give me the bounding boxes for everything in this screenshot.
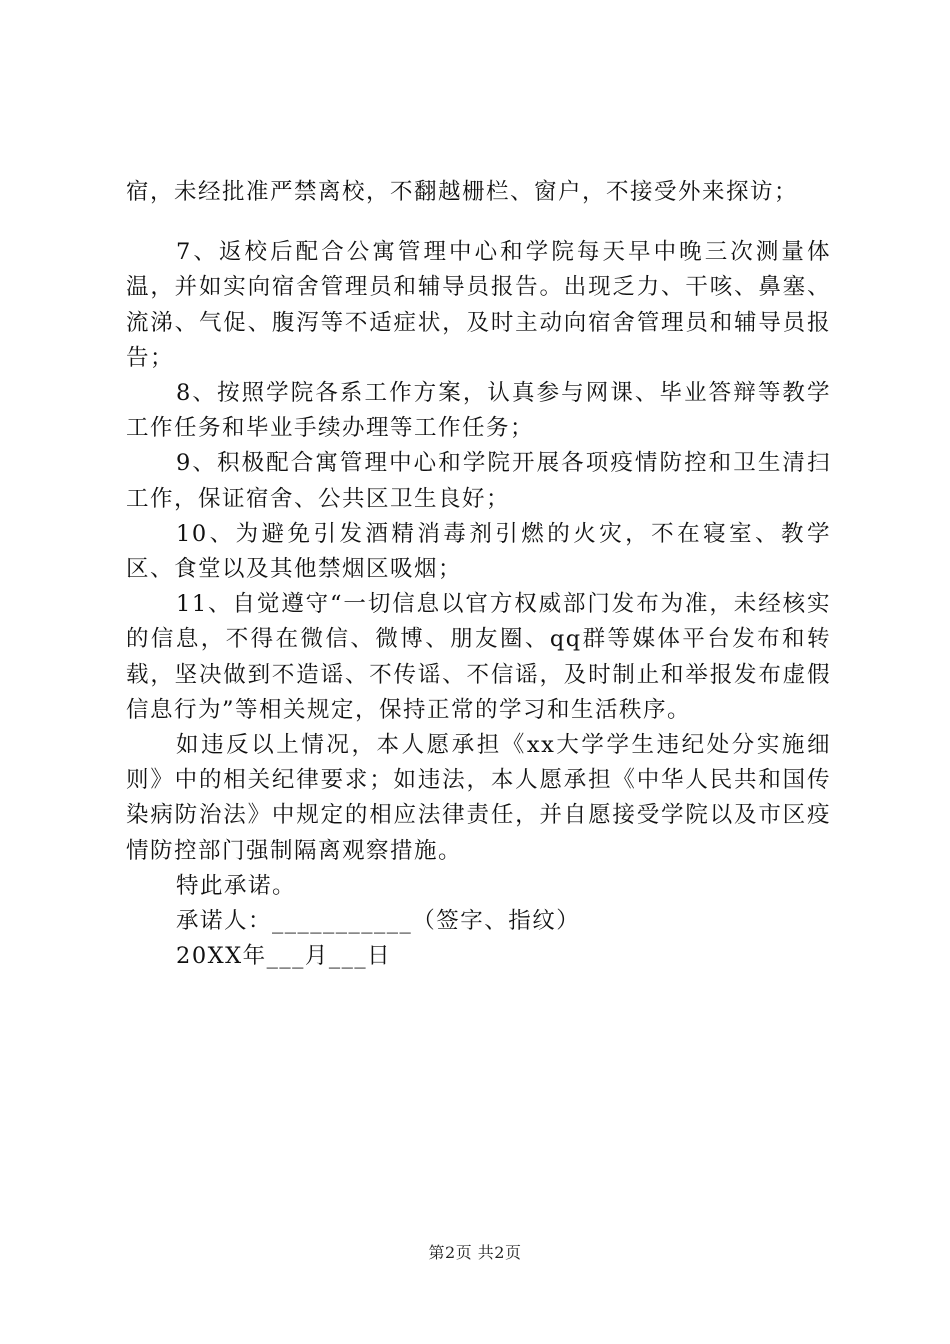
signature-line: 承诺人：___________（签字、指纹） (176, 908, 581, 935)
paragraph-item-9: 9、积极配合寓管理中心和学院开展各项疫情防控和卫生清扫工作，保证宿舍、公共区卫生良好； (126, 450, 831, 512)
paragraph-gap (126, 210, 831, 235)
document-body (126, 175, 831, 974)
paragraph-item-8: 8、按照学院各系工作方案，认真参与网课、毕业答辩等教学工作任务和毕业手续办理等工作任务； (126, 380, 831, 442)
paragraph-item-11: 11、自觉遵守“一切信息以官方权威部门发布为准，未经核实的信息，不得在微信、微博、朋友圈、qq群等媒体平台发布和转载，坚决做到不造谣、不传谣、不信谣，及时制止和举报发布虚假信息行为”等相关规定，保持正常的学习和生活秩序。 (126, 591, 831, 723)
paragraph-item-10: 10、为避免引发酒精消毒剂引燃的火灾，不在寝室、教学区、食堂以及其他禁烟区吸烟； (126, 520, 831, 583)
paragraph-item-7: 7、返校后配合公寓管理中心和学院每天早中晚三次测量体温，并如实向宿舍管理员和辅导员报告。出现乏力、干咳、鼻塞、流涕、气促、腹泻等不适症状，及时主动向宿舍管理员和辅导员报告； (126, 239, 831, 371)
paragraph-continuation: 宿，未经批准严禁离校，不翻越栅栏、窗户，不接受外来探访； (126, 179, 799, 205)
paragraph-closing: 特此承诺。 (176, 872, 297, 899)
paragraph-liability: 如违反以上情况，本人愿承担《xx大学学生违纪处分实施细则》中的相关纪律要求；如违法，本人愿承担《中华人民共和国传染病防治法》中规定的相应法律责任，并自愿接受学院以及市区疫情防控部门强制隔离观察措施。 (126, 732, 831, 864)
date-line: 20XX年___月___日 (176, 943, 392, 970)
page-number-footer: 第2页 共2页 (428, 1243, 522, 1262)
